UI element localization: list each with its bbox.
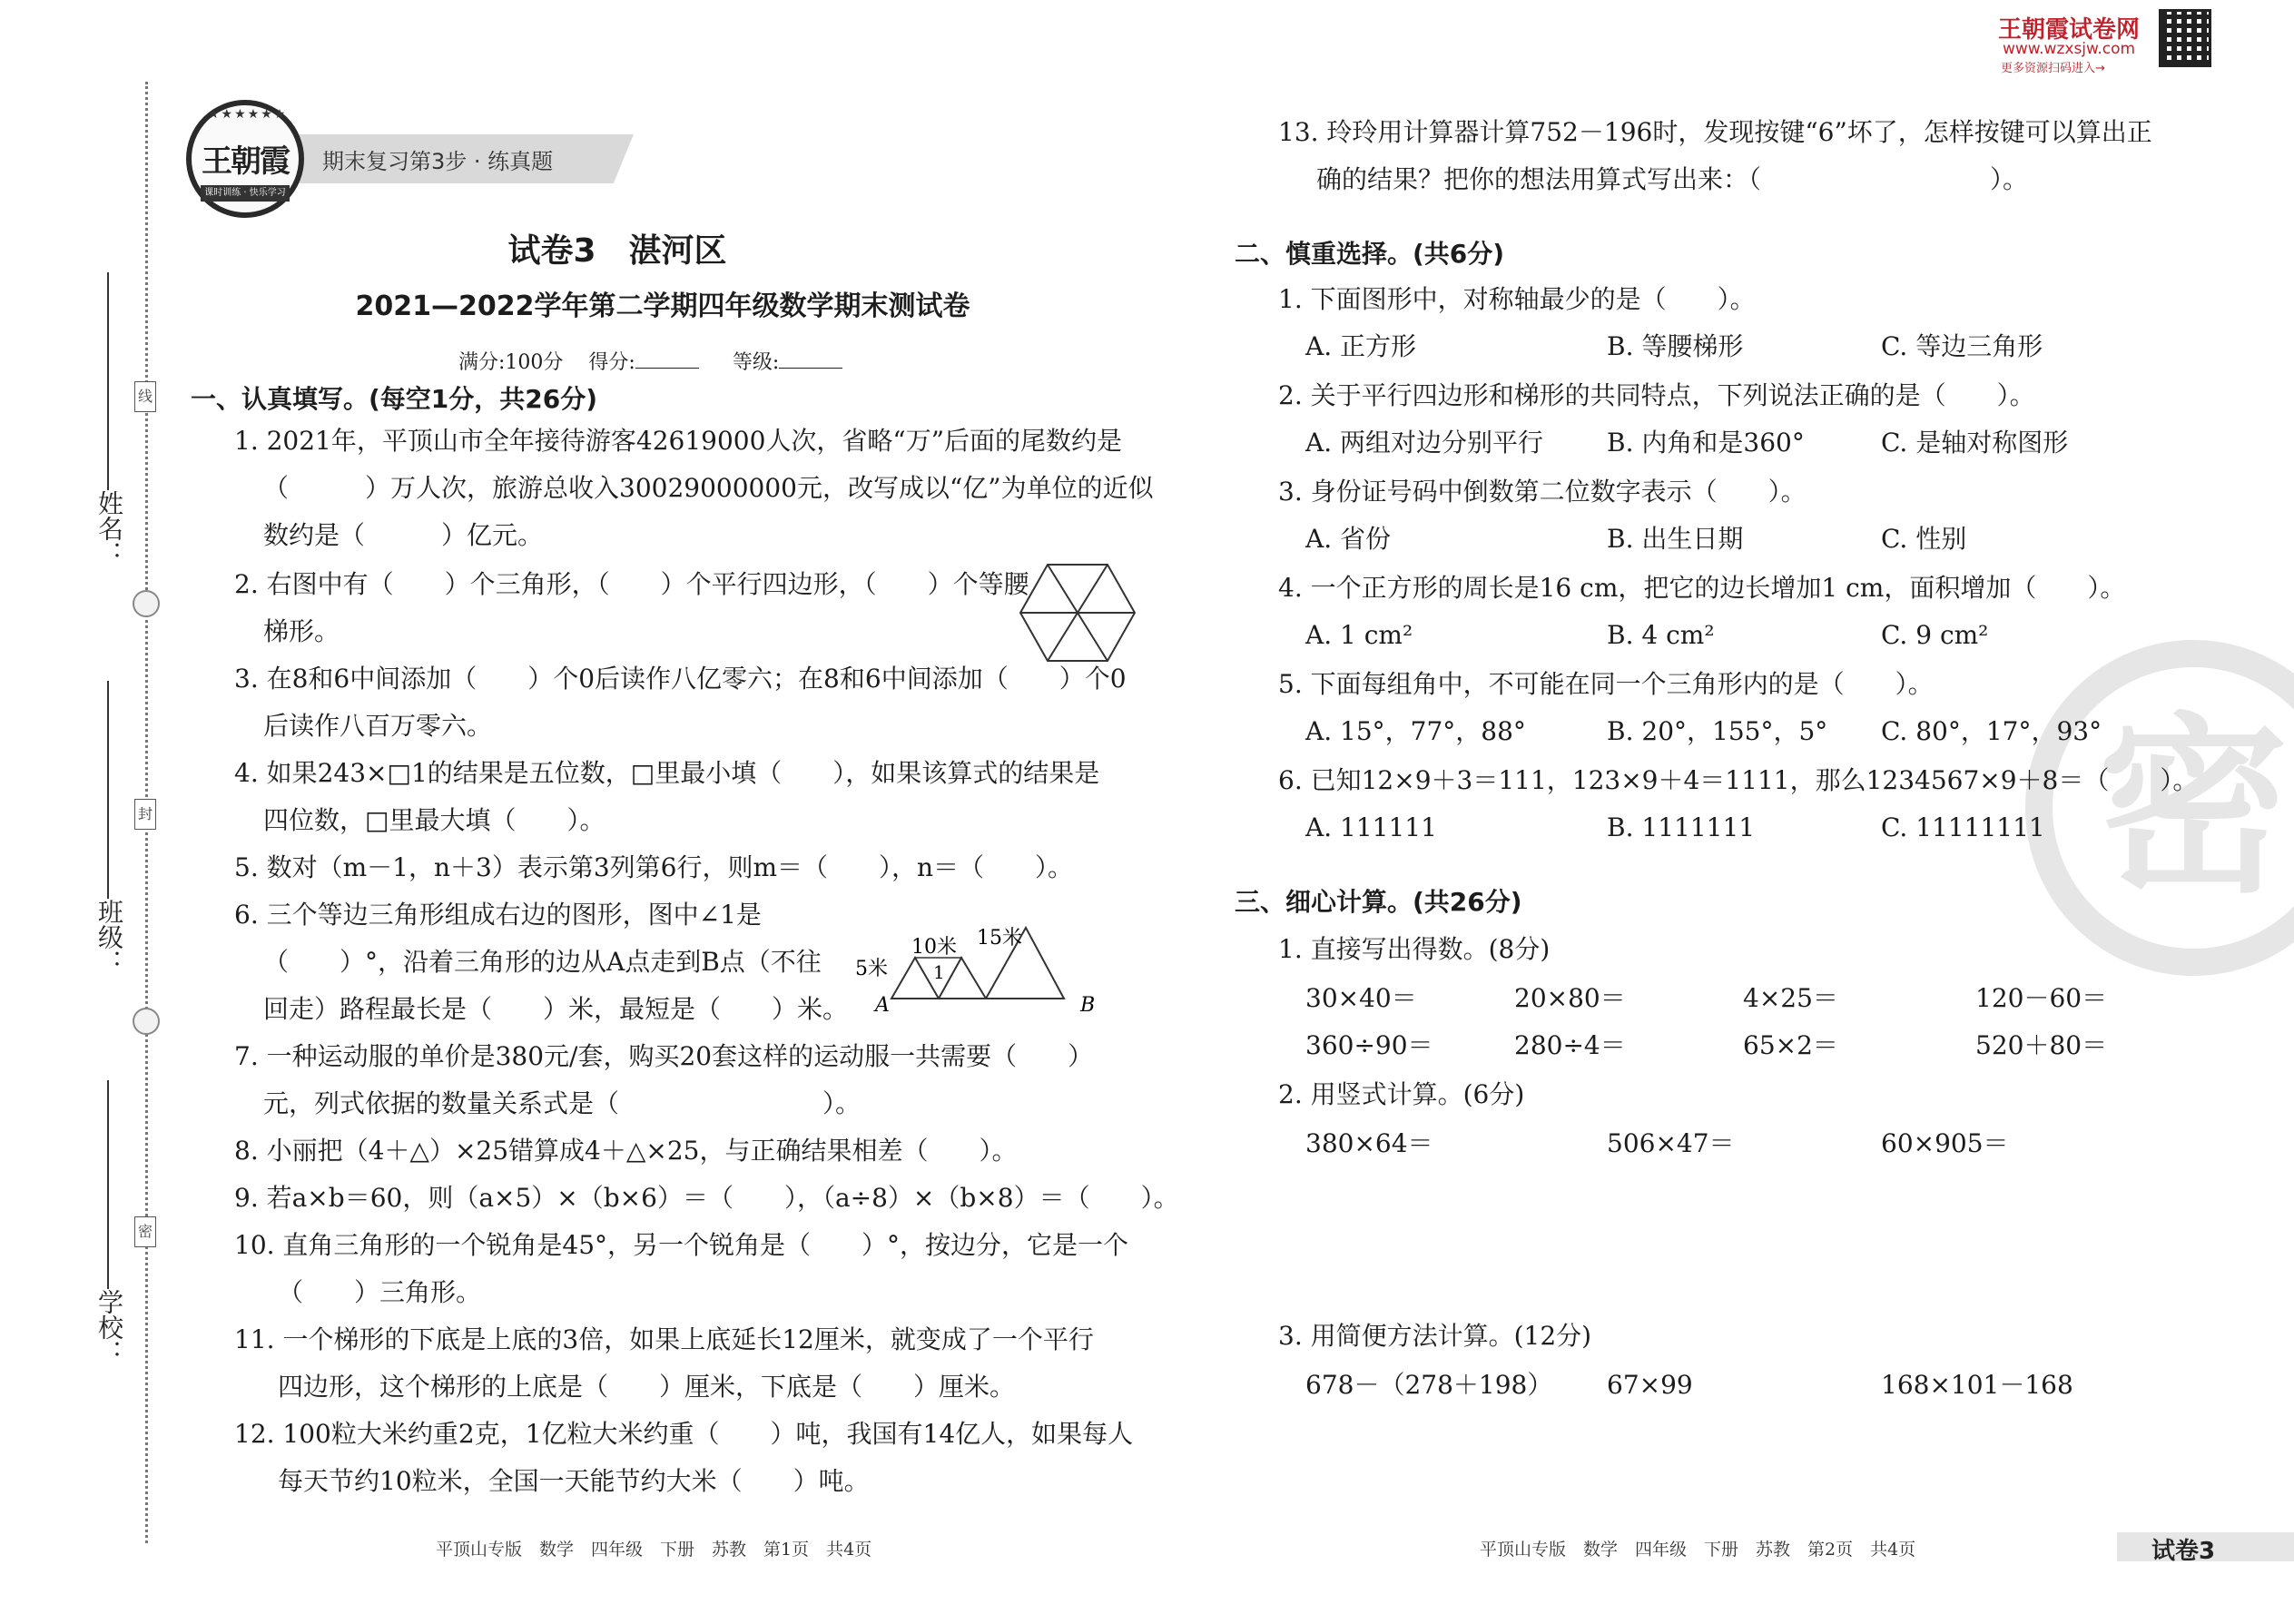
- mc5-question: 5. 下面每组角中，不可能在同一个三角形内的是（ ）。: [1278, 669, 1934, 699]
- calc3-item: 678－（278＋198）: [1305, 1370, 1553, 1400]
- brand-logo: [186, 100, 304, 218]
- brand-name: 王朝霞试卷网: [1998, 16, 2141, 44]
- q6-line-3: 回走）路程最长是（ ）米，最短是（ ）米。: [263, 994, 849, 1024]
- mc6-option-a[interactable]: A. 111111: [1305, 812, 1437, 842]
- calc1-item: 360÷90＝: [1305, 1030, 1433, 1060]
- grade-blank[interactable]: [779, 368, 842, 369]
- seal-char-secret: 密: [134, 1216, 156, 1247]
- q9-line: 9. 若a×b＝60，则（a×5）×（b×6）＝（ ），（a÷8）×（b×8）＝（ ）。: [234, 1183, 1179, 1213]
- mc4-option-a[interactable]: A. 1 cm²: [1305, 620, 1413, 650]
- footer-right: 平顶山专版 数学 四年级 下册 苏教 第2页 共4页: [1480, 1540, 1916, 1560]
- calc3-item: 168×101－168: [1881, 1370, 2073, 1400]
- q6-line-1: 6. 三个等边三角形组成右边的图形，图中∠1是: [234, 900, 762, 930]
- exam-title: 试卷3 湛河区: [507, 232, 727, 270]
- mc1-question: 1. 下面图形中，对称轴最少的是（ ）。: [1278, 284, 1756, 314]
- mc1-option-c[interactable]: C. 等边三角形: [1881, 331, 2043, 361]
- school-label: 学校：: [94, 1289, 124, 1365]
- banner-text: 期末复习第3步 · 练真题: [322, 149, 554, 174]
- label-angle-1: 1: [933, 961, 945, 983]
- calc1-item: 65×2＝: [1743, 1030, 1838, 1060]
- mc3-option-a[interactable]: A. 省份: [1305, 524, 1392, 554]
- section-3-heading: 三、细心计算。(共26分): [1235, 887, 1522, 917]
- score-line: [458, 347, 870, 375]
- calc1-title: 1. 直接写出得数。(8分): [1278, 934, 1551, 964]
- logo-name: 王朝霞: [202, 143, 289, 180]
- q10-line-1: 10. 直角三角形的一个锐角是45°，另一个锐角是（ ）°，按边分，它是一个: [234, 1230, 1129, 1260]
- q1-line-1: 1. 2021年，平顶山市全年接待游客42619000人次，省略“万”后面的尾数约是: [234, 426, 1123, 456]
- q11-line-1: 11. 一个梯形的下底是上底的3倍，如果上底延长12厘米，就变成了一个平行: [234, 1324, 1094, 1354]
- calc1-item: 20×80＝: [1514, 983, 1626, 1013]
- q7-line-2: 元，列式依据的数量关系式是（ ）。: [263, 1088, 861, 1118]
- mc3-question: 3. 身份证号码中倒数第二位数字表示（ ）。: [1278, 477, 1807, 507]
- q3-line-2: 后读作八百万零六。: [263, 711, 493, 741]
- name-label: 姓名：: [94, 490, 124, 566]
- q12-line-2: 每天节约10粒米，全国一天能节约大米（ ）吨。: [278, 1466, 870, 1496]
- q1-line-3: 数约是（ ）亿元。: [263, 520, 544, 550]
- q13-line-1: 13. 玲玲用计算器计算752－196时，发现按键“6”坏了，怎样按键可以算出正: [1278, 117, 2152, 147]
- grade-label: 等级:: [732, 351, 780, 374]
- binding-hole-icon: [133, 590, 160, 617]
- mc1-option-a[interactable]: A. 正方形: [1305, 331, 1417, 361]
- score-label: 得分:: [588, 351, 635, 374]
- q12-line-1: 12. 100粒大米约重2克，1亿粒大米约重（ ）吨，我国有14亿人，如果每人: [234, 1419, 1134, 1449]
- mc2-option-a[interactable]: A. 两组对边分别平行: [1305, 428, 1544, 458]
- calc2-item: 60×905＝: [1881, 1128, 2009, 1158]
- calc2-item: 506×47＝: [1607, 1128, 1735, 1158]
- calc1-item: 520＋80＝: [1975, 1030, 2108, 1060]
- label-15m: 15米: [977, 927, 1022, 950]
- score-blank[interactable]: [635, 368, 699, 369]
- mc5-option-c[interactable]: C. 80°，17°，93°: [1881, 716, 2102, 746]
- logo-band: 课时训练 · 快乐学习: [201, 185, 290, 202]
- q11-line-2: 四边形，这个梯形的上底是（ ）厘米，下底是（ ）厘米。: [278, 1372, 1016, 1402]
- q2-line-1: 2. 右图中有（ ）个三角形，（ ）个平行四边形，（ ）个等腰: [234, 569, 1029, 599]
- q2-line-2: 梯形。: [263, 616, 340, 646]
- q4-line-2: 四位数，□里最大填（ ）。: [263, 805, 605, 835]
- qr-code-icon[interactable]: [2159, 9, 2211, 67]
- q7-line-1: 7. 一种运动服的单价是380元/套，购买20套这样的运动服一共需要（ ）: [234, 1041, 1094, 1071]
- label-point-b: B: [1080, 994, 1096, 1017]
- q6-line-2: （ ）°，沿着三角形的边从A点走到B点（不往: [263, 947, 822, 977]
- q4-line-1: 4. 如果243×□1的结果是五位数，□里最小填（ ），如果该算式的结果是: [234, 758, 1100, 788]
- seal-char-seal: 封: [134, 799, 156, 830]
- label-10m: 10米: [911, 936, 957, 959]
- mc3-option-b[interactable]: B. 出生日期: [1607, 524, 1744, 554]
- mc2-question: 2. 关于平行四边形和梯形的共同特点，下列说法正确的是（ ）。: [1278, 380, 2035, 410]
- section-1-heading: 一、认真填写。(每空1分，共26分): [191, 384, 598, 414]
- q10-line-2: （ ）三角形。: [278, 1277, 482, 1307]
- q3-line-1: 3. 在8和6中间添加（ ）个0后读作八亿零六；在8和6中间添加（ ）个0: [234, 664, 1127, 694]
- calc2-item: 380×64＝: [1305, 1128, 1433, 1158]
- calc2-title: 2. 用竖式计算。(6分): [1278, 1079, 1525, 1109]
- exam-subtitle: 2021—2022学年第二学期四年级数学期末测试卷: [355, 290, 970, 322]
- mc1-option-b[interactable]: B. 等腰梯形: [1607, 331, 1744, 361]
- binding-hole-icon: [133, 1008, 160, 1035]
- brand-tagline: 更多资源扫码进入→: [2001, 62, 2105, 75]
- mc4-option-b[interactable]: B. 4 cm²: [1607, 620, 1715, 650]
- mc2-option-b[interactable]: B. 内角和是360°: [1607, 428, 1805, 458]
- mc5-option-b[interactable]: B. 20°，155°，5°: [1607, 716, 1828, 746]
- full-score: 满分:100分: [458, 351, 564, 374]
- q8-line: 8. 小丽把（4＋△）×25错算成4＋△×25，与正确结果相差（ ）。: [234, 1136, 1018, 1166]
- label-5m: 5米: [855, 958, 888, 980]
- calc1-item: 4×25＝: [1743, 983, 1838, 1013]
- mc6-option-b[interactable]: B. 1111111: [1607, 812, 1756, 842]
- calc1-item: 120－60＝: [1975, 983, 2108, 1013]
- seal-watermark: [2021, 635, 2294, 980]
- paper-tag: 试卷3: [2151, 1538, 2216, 1565]
- mc2-option-c[interactable]: C. 是轴对称图形: [1881, 428, 2069, 458]
- q1-line-2: （ ）万人次，旅游总收入30029000000元，改写成以“亿”为单位的近似: [263, 473, 1154, 503]
- watermark-char: 密: [2097, 696, 2289, 919]
- hexagon-figure: [1019, 563, 1137, 663]
- mc6-option-c[interactable]: C. 11111111: [1881, 812, 2045, 842]
- calc1-item: 280÷4＝: [1514, 1030, 1626, 1060]
- calc3-item: 67×99: [1607, 1370, 1693, 1400]
- class-field-line[interactable]: [107, 681, 109, 899]
- school-field-line[interactable]: [107, 1080, 109, 1289]
- logo-stars-icon: ★★★★★★: [208, 107, 288, 122]
- calc1-item: 30×40＝: [1305, 983, 1417, 1013]
- mc5-option-a[interactable]: A. 15°，77°，88°: [1305, 716, 1526, 746]
- mc6-question: 6. 已知12×9＋3＝111，123×9＋4＝1111，那么1234567×9＋8＝（ ）。: [1278, 765, 2199, 795]
- mc3-option-c[interactable]: C. 性别: [1881, 524, 1967, 554]
- q13-line-2: 确的结果？把你的想法用算式写出来：（ ）。: [1316, 164, 2029, 194]
- section-2-heading: 二、慎重选择。(共6分): [1235, 239, 1505, 269]
- q5-line: 5. 数对（m－1，n＋3）表示第3列第6行，则m＝（ ），n＝（ ）。: [234, 852, 1074, 882]
- footer-left: 平顶山专版 数学 四年级 下册 苏教 第1页 共4页: [436, 1540, 872, 1560]
- calc3-title: 3. 用简便方法计算。(12分): [1278, 1321, 1592, 1351]
- triangle-figure: [855, 917, 1106, 1026]
- class-label: 班级：: [94, 899, 124, 975]
- label-point-a: A: [875, 994, 890, 1017]
- seal-char-line: 线: [134, 381, 156, 412]
- mc4-option-c[interactable]: C. 9 cm²: [1881, 620, 1989, 650]
- mc4-question: 4. 一个正方形的周长是16 cm，把它的边长增加1 cm，面积增加（ ）。: [1278, 573, 2126, 603]
- brand-url[interactable]: www.wzxsjw.com: [2003, 40, 2136, 58]
